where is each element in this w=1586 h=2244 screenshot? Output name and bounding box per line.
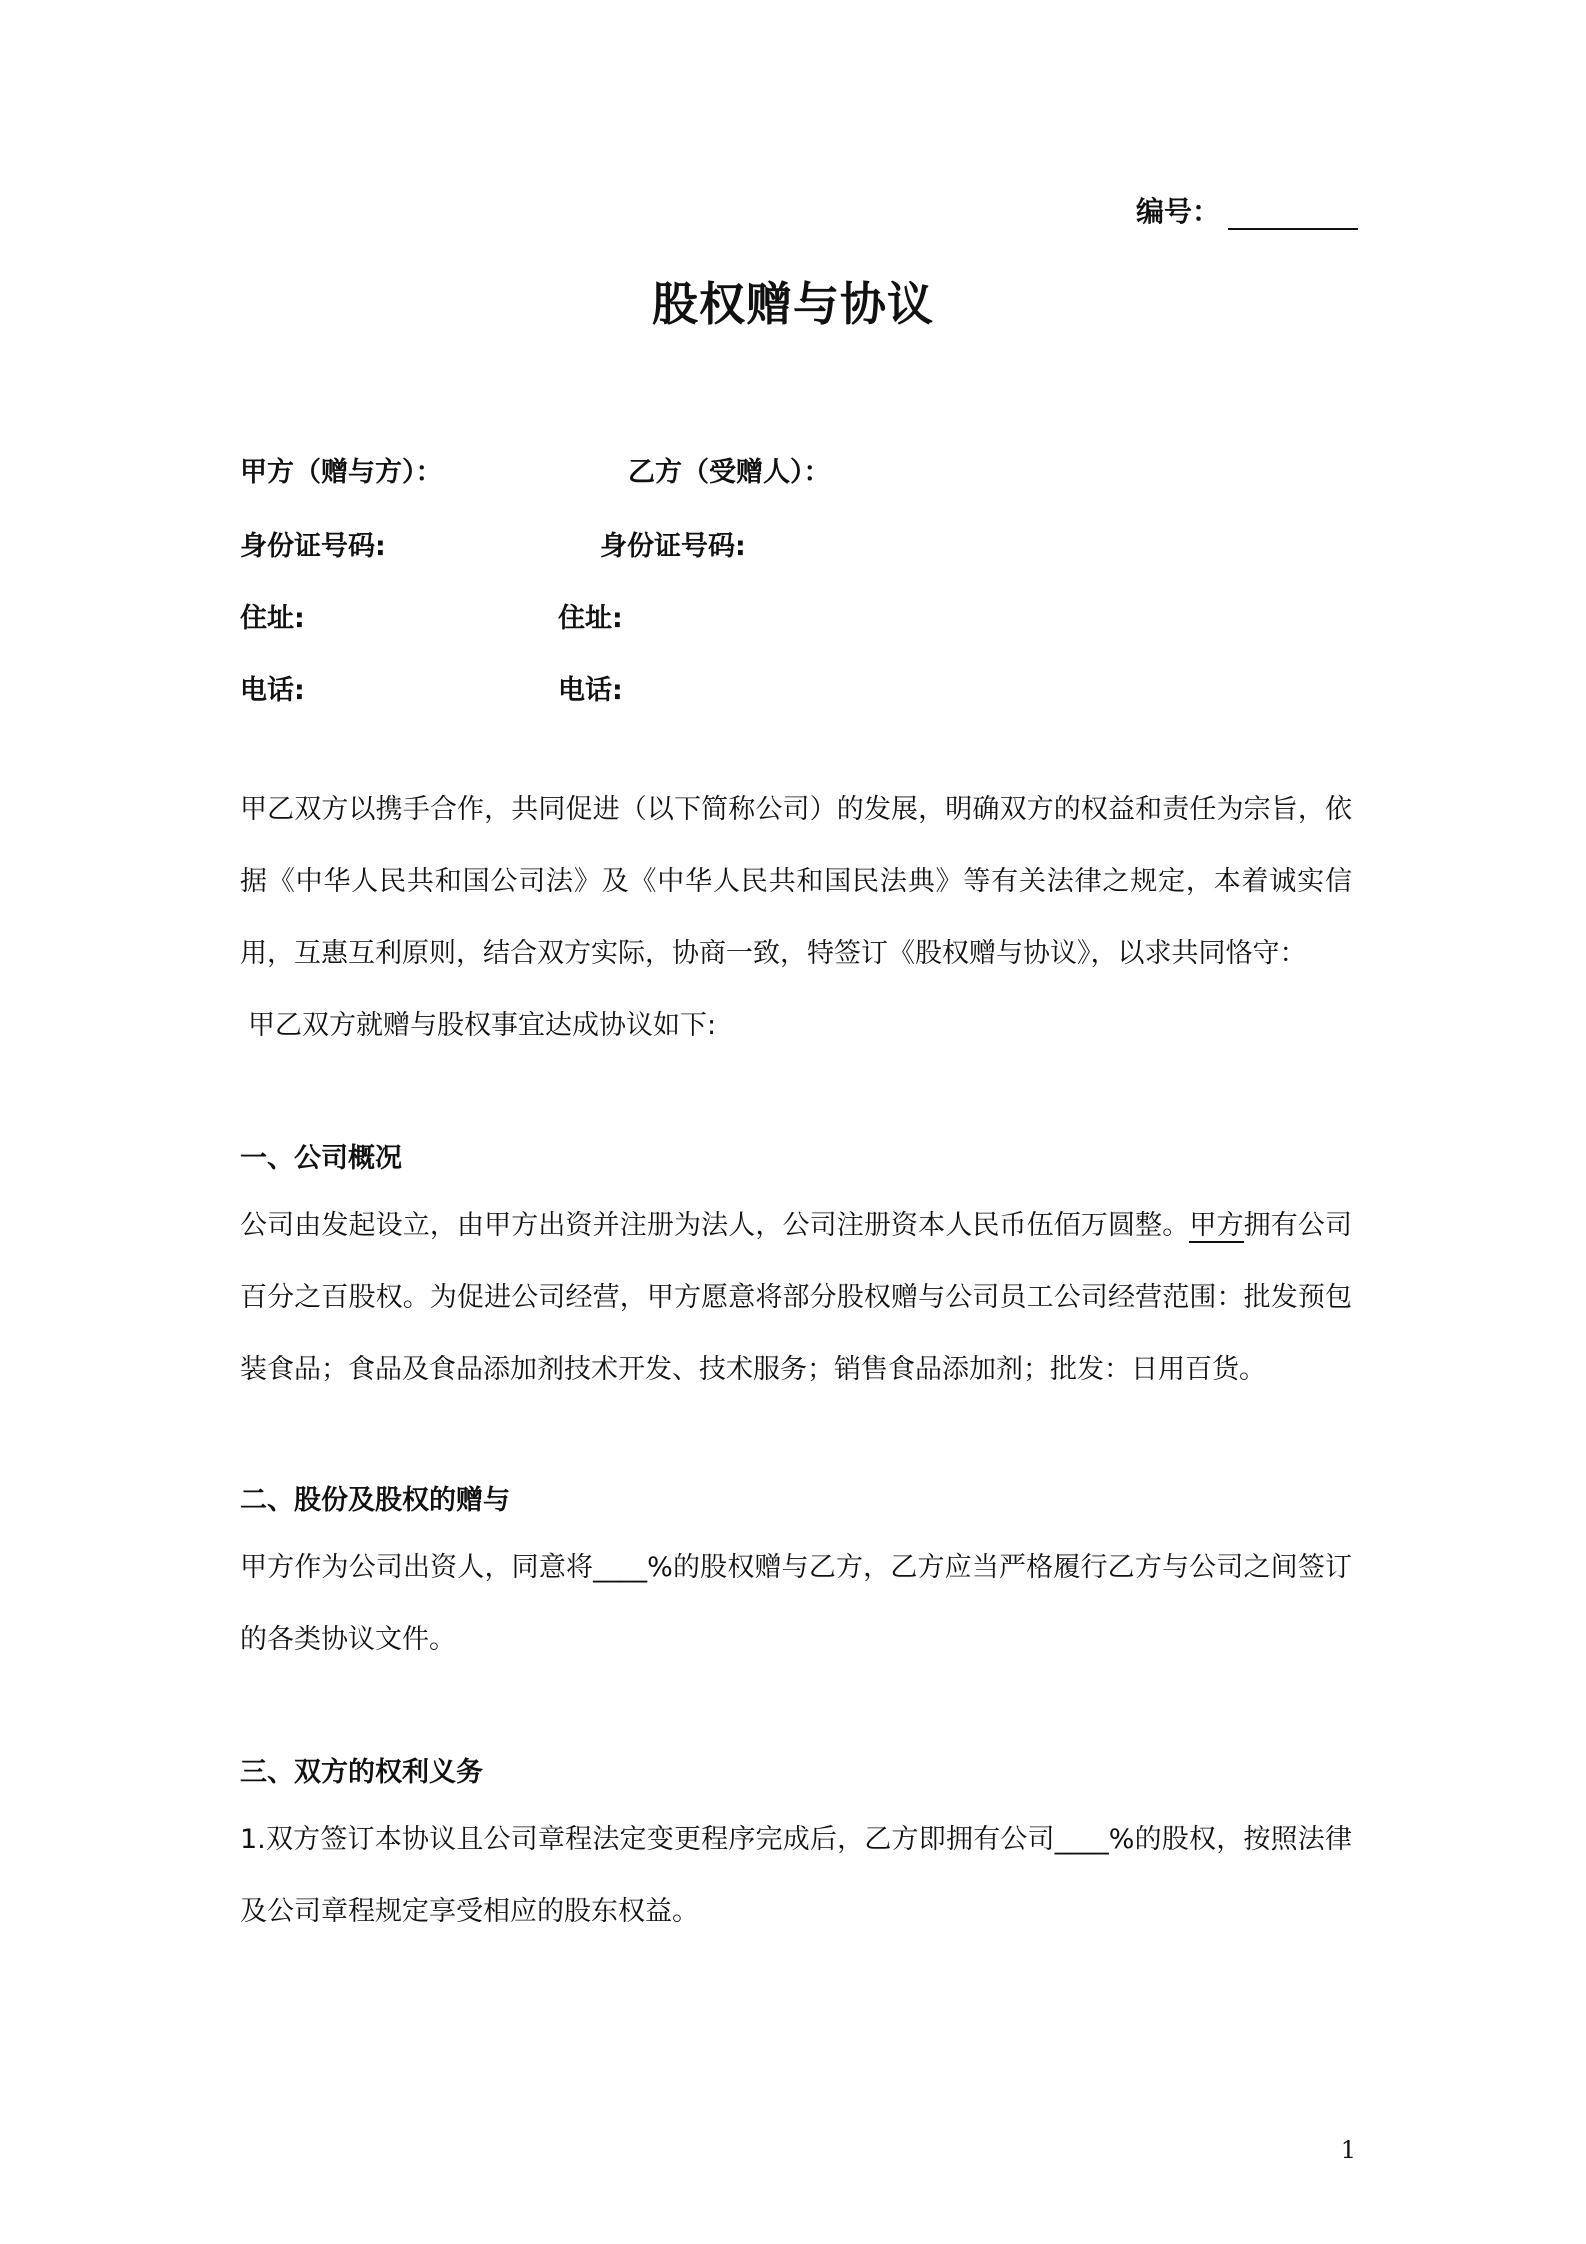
serial-label: 编号： [1135,195,1220,228]
section-1-text-before: 公司由发起设立，由甲方出资并注册为法人，公司注册资本人民币伍佰万圆整。 [240,1210,1190,1241]
party-b-label: 乙方（受赠人）： [628,457,831,488]
id-a-label: 身份证号码: [240,531,386,562]
intro-paragraph: 甲乙双方以携手合作，共同促进（以下简称公司）的发展，明确双方的权益和责任为宗旨，依据《中华人民共和国公司法》及《中华人民共和国民法典》等有关法律之规定，本着诚实信用，互惠互利原则，结合双方实际，协商一致，特签订《股权赠与协议》，以求共同恪守： [240,794,1352,969]
address-a-label: 住址: [240,603,305,634]
section-2-heading: 二、股份及股权的赠与 [240,1485,510,1516]
section-2-text: 甲方作为公司出资人，同意将____%的股权赠与乙方，乙方应当严格履行乙方与公司之间签订的各类协议文件。 [240,1552,1352,1655]
section-1-heading: 一、公司概况 [240,1143,402,1174]
address-b-label: 住址: [558,603,623,634]
serial-number [1136,190,1358,230]
document-title: 股权赠与协议 [652,277,934,331]
section-1-text [240,1190,1352,1406]
section-1-text-after: 拥有公司百分之百股权。为促进公司经营，甲方愿意将部分股权赠与公司员工公司经营范围：批发预包装食品；食品及食品添加剂技术开发、技术服务；销售食品添加剂；批发：日用百货。 [240,1210,1352,1385]
section-1-text-underlined: 甲方 [1189,1210,1244,1241]
phone-b-label: 电话: [558,675,623,706]
agreement-line: 甲乙双方就赠与股权事宜达成协议如下: [248,1010,717,1041]
page-number: 1 [1340,2136,1356,2164]
party-a-label: 甲方（赠与方）： [240,457,443,488]
id-b-label: 身份证号码: [600,531,746,562]
section-3-heading: 三、双方的权利义务 [240,1757,483,1788]
serial-blank-field [1228,204,1358,230]
section-3-text: 1.双方签订本协议且公司章程法定变更程序完成后，乙方即拥有公司____%的股权，按照法律及公司章程规定享受相应的股东权益。 [240,1824,1352,1927]
phone-a-label: 电话: [240,675,305,706]
